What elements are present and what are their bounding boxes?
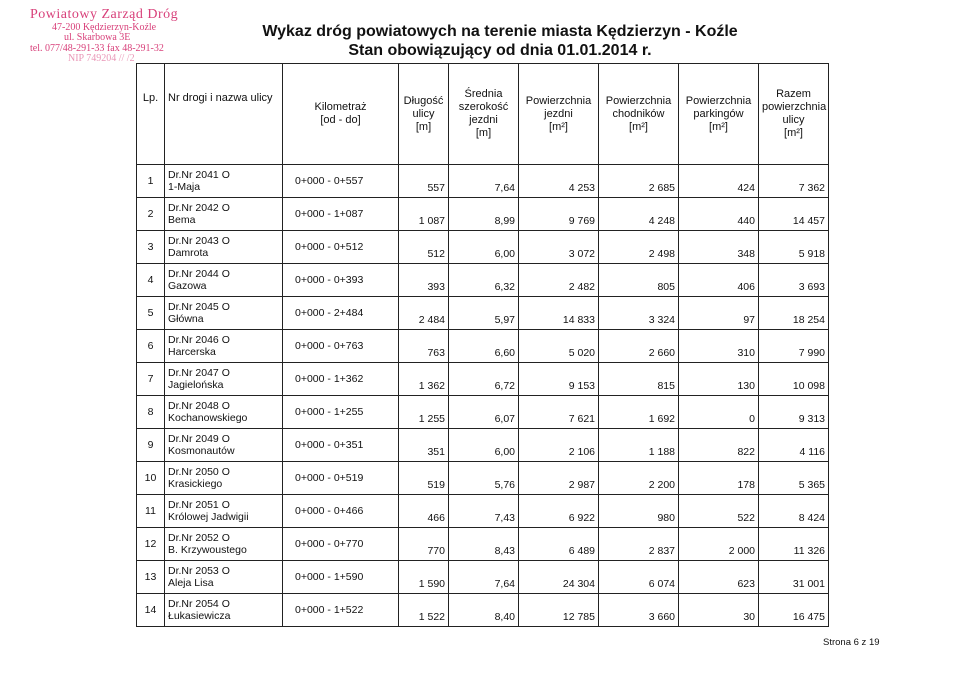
sidewalk-area: 2 685: [599, 165, 679, 198]
total-area: 5 365: [759, 462, 829, 495]
street-length: 1 255: [399, 396, 449, 429]
document-title: [250, 22, 750, 60]
road-width: 7,64: [449, 165, 519, 198]
sidewalk-area: 4 248: [599, 198, 679, 231]
total-area: 3 693: [759, 264, 829, 297]
road-name-cell: [165, 264, 283, 297]
header-road-area: [519, 64, 599, 165]
parking-area: 2 000: [679, 528, 759, 561]
road-area: 4 253: [519, 165, 599, 198]
row-number: 2: [137, 198, 165, 231]
total-area: 14 457: [759, 198, 829, 231]
street-length: 519: [399, 462, 449, 495]
sidewalk-area: 815: [599, 363, 679, 396]
title-line-2: Stan obowiązujący od dnia 01.01.2014 r.: [348, 42, 652, 59]
road-name-cell: [165, 363, 283, 396]
road-number: Dr.Nr 2052 O: [168, 532, 230, 544]
road-area: 6 489: [519, 528, 599, 561]
header-parking-area: [679, 64, 759, 165]
total-area: 10 098: [759, 363, 829, 396]
header-name: Nr drogi i nazwa ulicy: [165, 64, 283, 165]
header-line: Średnia: [464, 88, 503, 100]
header-line: [m²]: [784, 127, 803, 139]
stamp-line: tel. 077/48-291-33 fax 48-291-32: [30, 42, 164, 54]
sidewalk-area: 1 692: [599, 396, 679, 429]
parking-area: 623: [679, 561, 759, 594]
parking-area: 424: [679, 165, 759, 198]
table-row: [137, 429, 829, 462]
header-line: Powierzchnia: [685, 94, 752, 107]
road-area: 9 153: [519, 363, 599, 396]
street-length: 393: [399, 264, 449, 297]
road-width: 8,43: [449, 528, 519, 561]
road-number: Dr.Nr 2042 O: [168, 202, 230, 214]
table-row: [137, 396, 829, 429]
row-number: 14: [137, 594, 165, 627]
stamp-line: Powiatowy Zarząd Dróg: [30, 7, 179, 22]
road-number: Dr.Nr 2046 O: [168, 334, 230, 346]
header-line: Długość: [403, 94, 444, 107]
road-name-cell: [165, 495, 283, 528]
stamp-line: ul. Skarbowa 3E: [64, 32, 131, 44]
road-area: 5 020: [519, 330, 599, 363]
sidewalk-area: 3 324: [599, 297, 679, 330]
table-body: [137, 165, 829, 627]
parking-area: 30: [679, 594, 759, 627]
header-line: parkingów: [693, 107, 744, 120]
street-length: 1 522: [399, 594, 449, 627]
road-number: Dr.Nr 2054 O: [168, 598, 230, 610]
row-number: 5: [137, 297, 165, 330]
sidewalk-area: 2 660: [599, 330, 679, 363]
header-line: powierzchnia: [762, 101, 827, 113]
parking-area: 406: [679, 264, 759, 297]
road-number: Dr.Nr 2043 O: [168, 235, 230, 247]
street-name: Jagielońska: [168, 379, 224, 391]
total-area: 31 001: [759, 561, 829, 594]
parking-area: 348: [679, 231, 759, 264]
road-width: 5,76: [449, 462, 519, 495]
kilometrage: 0+000 - 0+519: [283, 462, 399, 495]
table-row: [137, 495, 829, 528]
kilometrage: 0+000 - 1+522: [283, 594, 399, 627]
road-name-cell: [165, 462, 283, 495]
sidewalk-area: 805: [599, 264, 679, 297]
stamp-line: NIP 749204 // /2: [68, 53, 135, 65]
header-line: [m²]: [629, 120, 648, 133]
road-name-cell: [165, 594, 283, 627]
street-length: 466: [399, 495, 449, 528]
street-length: 351: [399, 429, 449, 462]
total-area: 18 254: [759, 297, 829, 330]
road-area: 14 833: [519, 297, 599, 330]
header-line: [od - do]: [320, 114, 361, 126]
road-width: 5,97: [449, 297, 519, 330]
row-number: 13: [137, 561, 165, 594]
header-line: [m]: [415, 120, 432, 133]
street-name: Łukasiewicza: [168, 610, 231, 622]
road-name-cell: [165, 297, 283, 330]
road-width: 6,60: [449, 330, 519, 363]
street-name: Krasickiego: [168, 478, 223, 490]
street-name: Główna: [168, 313, 204, 325]
street-name: B. Krzywoustego: [168, 544, 247, 556]
total-area: 7 990: [759, 330, 829, 363]
street-name: Gazowa: [168, 280, 207, 292]
kilometrage: 0+000 - 0+557: [283, 165, 399, 198]
road-name-cell: [165, 330, 283, 363]
street-length: 2 484: [399, 297, 449, 330]
header-width: [449, 64, 519, 165]
road-area: 12 785: [519, 594, 599, 627]
parking-area: 440: [679, 198, 759, 231]
road-width: 8,99: [449, 198, 519, 231]
street-name: Królowej Jadwigii: [168, 511, 249, 523]
road-width: 6,00: [449, 429, 519, 462]
road-name-cell: [165, 198, 283, 231]
page-number: Strona 6 z 19: [823, 637, 880, 648]
road-width: 6,00: [449, 231, 519, 264]
roads-table: [136, 63, 829, 627]
header-line: Powierzchnia: [605, 94, 672, 107]
header-lp: Lp.: [137, 64, 165, 165]
header-line: chodników: [612, 107, 665, 120]
header-line: Powierzchnia: [525, 94, 592, 107]
parking-area: 97: [679, 297, 759, 330]
header-line: jezdni: [469, 114, 498, 126]
road-width: 7,64: [449, 561, 519, 594]
sidewalk-area: 980: [599, 495, 679, 528]
parking-area: 522: [679, 495, 759, 528]
kilometrage: 0+000 - 0+770: [283, 528, 399, 561]
table-row: [137, 165, 829, 198]
street-name: Damrota: [168, 247, 209, 259]
street-length: 763: [399, 330, 449, 363]
road-area: 2 106: [519, 429, 599, 462]
header-length: [399, 64, 449, 165]
stamp-line: 47-200 Kędzierzyn-Koźle: [52, 21, 157, 33]
total-area: 7 362: [759, 165, 829, 198]
table-row: [137, 330, 829, 363]
header-line: Kilometraż: [314, 101, 367, 113]
row-number: 9: [137, 429, 165, 462]
table-row: [137, 264, 829, 297]
road-number: Dr.Nr 2047 O: [168, 367, 230, 379]
kilometrage: 0+000 - 1+255: [283, 396, 399, 429]
road-area: 2 987: [519, 462, 599, 495]
road-width: 6,07: [449, 396, 519, 429]
street-length: 1 590: [399, 561, 449, 594]
road-number: Dr.Nr 2051 O: [168, 499, 230, 511]
total-area: 16 475: [759, 594, 829, 627]
road-area: 6 922: [519, 495, 599, 528]
header-sidewalk-area: [599, 64, 679, 165]
parking-area: 822: [679, 429, 759, 462]
total-area: 5 918: [759, 231, 829, 264]
header-line: Razem: [776, 88, 811, 100]
parking-area: 310: [679, 330, 759, 363]
table-row: [137, 528, 829, 561]
road-width: 6,72: [449, 363, 519, 396]
street-name: 1-Maja: [168, 181, 201, 193]
row-number: 7: [137, 363, 165, 396]
kilometrage: 0+000 - 1+362: [283, 363, 399, 396]
road-name-cell: [165, 429, 283, 462]
street-length: 557: [399, 165, 449, 198]
street-name: Kosmonautów: [168, 445, 235, 457]
table-row: [137, 198, 829, 231]
row-number: 1: [137, 165, 165, 198]
sidewalk-area: 2 837: [599, 528, 679, 561]
parking-area: 178: [679, 462, 759, 495]
header-line: ulicy: [412, 107, 435, 120]
row-number: 6: [137, 330, 165, 363]
kilometrage: 0+000 - 1+087: [283, 198, 399, 231]
table-row: [137, 231, 829, 264]
street-length: 1 362: [399, 363, 449, 396]
header-line: szerokość: [458, 101, 509, 113]
street-length: 512: [399, 231, 449, 264]
street-length: 770: [399, 528, 449, 561]
table-row: [137, 363, 829, 396]
row-number: 4: [137, 264, 165, 297]
road-width: 8,40: [449, 594, 519, 627]
road-area: 24 304: [519, 561, 599, 594]
road-number: Dr.Nr 2049 O: [168, 433, 230, 445]
sidewalk-area: 6 074: [599, 561, 679, 594]
row-number: 8: [137, 396, 165, 429]
row-number: 3: [137, 231, 165, 264]
row-number: 11: [137, 495, 165, 528]
sidewalk-area: 2 498: [599, 231, 679, 264]
header-line: jezdni: [544, 107, 573, 120]
road-name-cell: [165, 561, 283, 594]
kilometrage: 0+000 - 0+512: [283, 231, 399, 264]
title-line-1: Wykaz dróg powiatowych na terenie miasta Kędzierzyn - Koźle: [262, 23, 738, 40]
row-number: 10: [137, 462, 165, 495]
total-area: 9 313: [759, 396, 829, 429]
street-name: Kochanowskiego: [168, 412, 248, 424]
road-name-cell: [165, 231, 283, 264]
street-name: Aleja Lisa: [168, 577, 214, 589]
office-stamp: [30, 8, 240, 65]
street-length: 1 087: [399, 198, 449, 231]
kilometrage: 0+000 - 0+351: [283, 429, 399, 462]
road-area: 7 621: [519, 396, 599, 429]
road-name-cell: [165, 165, 283, 198]
header-km: [283, 64, 399, 165]
road-number: Dr.Nr 2050 O: [168, 466, 230, 478]
total-area: 8 424: [759, 495, 829, 528]
street-name: Harcerska: [168, 346, 216, 358]
table-row: [137, 594, 829, 627]
header-line: [m²]: [709, 120, 728, 133]
kilometrage: 0+000 - 0+466: [283, 495, 399, 528]
road-width: 6,32: [449, 264, 519, 297]
street-name: Bema: [168, 214, 196, 226]
road-number: Dr.Nr 2041 O: [168, 169, 230, 181]
road-name-cell: [165, 396, 283, 429]
parking-area: 130: [679, 363, 759, 396]
road-number: Dr.Nr 2048 O: [168, 400, 230, 412]
sidewalk-area: 3 660: [599, 594, 679, 627]
road-area: 3 072: [519, 231, 599, 264]
sidewalk-area: 1 188: [599, 429, 679, 462]
sidewalk-area: 2 200: [599, 462, 679, 495]
kilometrage: 0+000 - 2+484: [283, 297, 399, 330]
header-total-area: [759, 64, 829, 165]
table-row: [137, 297, 829, 330]
road-number: Dr.Nr 2053 O: [168, 565, 230, 577]
road-number: Dr.Nr 2045 O: [168, 301, 230, 313]
header-line: [m]: [475, 127, 492, 139]
header-row: [137, 64, 829, 165]
road-number: Dr.Nr 2044 O: [168, 268, 230, 280]
table-row: [137, 462, 829, 495]
table-row: [137, 561, 829, 594]
road-width: 7,43: [449, 495, 519, 528]
header-line: ulicy: [782, 114, 805, 126]
road-area: 2 482: [519, 264, 599, 297]
parking-area: 0: [679, 396, 759, 429]
header-line: [m²]: [549, 120, 568, 133]
road-area: 9 769: [519, 198, 599, 231]
kilometrage: 0+000 - 1+590: [283, 561, 399, 594]
road-name-cell: [165, 528, 283, 561]
total-area: 11 326: [759, 528, 829, 561]
kilometrage: 0+000 - 0+763: [283, 330, 399, 363]
row-number: 12: [137, 528, 165, 561]
total-area: 4 116: [759, 429, 829, 462]
kilometrage: 0+000 - 0+393: [283, 264, 399, 297]
